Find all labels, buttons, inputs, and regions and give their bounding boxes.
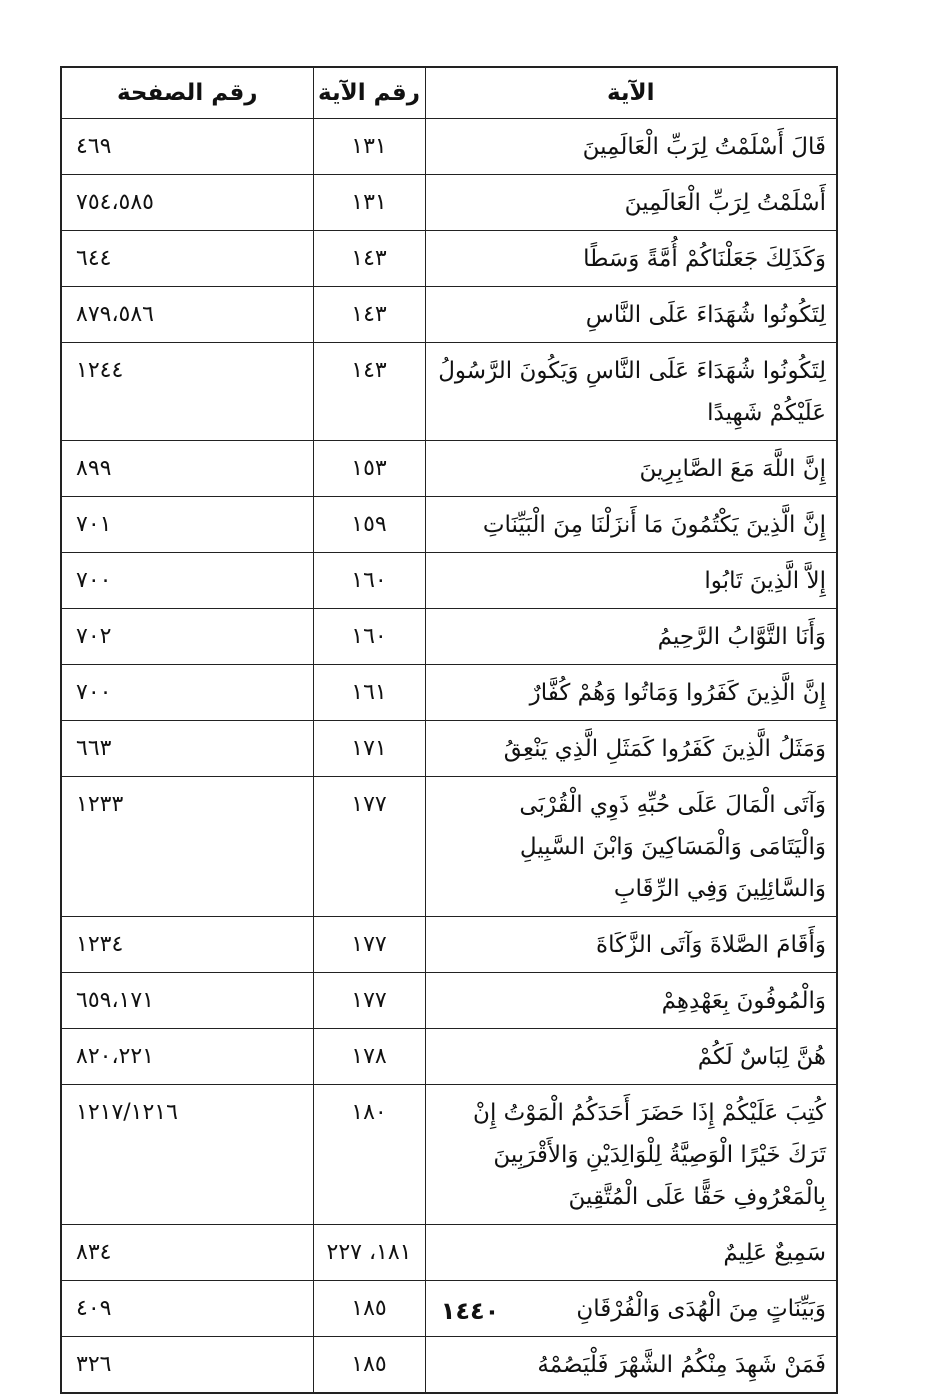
page-number-cell: ٧٠٠ [61, 665, 313, 721]
table-row [61, 119, 837, 175]
aya-number-cell: ١٦١ [313, 665, 425, 721]
aya-cell: فَمَنْ شَهِدَ مِنْكُمُ الشَّهْرَ فَلْيَصُمْهُ [425, 1337, 837, 1394]
table-row [61, 343, 837, 441]
table-row [61, 973, 837, 1029]
aya-cell: وَأَنَا التَّوَّابُ الرَّحِيمُ [425, 609, 837, 665]
page-number-cell: ٨٩٩ [61, 441, 313, 497]
table-row [61, 441, 837, 497]
page-number-cell: ٤٠٩ [61, 1281, 313, 1337]
aya-cell: وَأَقَامَ الصَّلاةَ وَآتَى الزَّكَاةَ [425, 917, 837, 973]
header-page-number: رقم الصفحة [61, 67, 313, 119]
aya-number-cell: ١٦٠ [313, 609, 425, 665]
table-row [61, 609, 837, 665]
page-number-cell: ٧٥٤،٥٨٥ [61, 175, 313, 231]
page-number-cell: ٧٠١ [61, 497, 313, 553]
table-row [61, 231, 837, 287]
aya-number-cell: ١٧٧ [313, 777, 425, 917]
aya-number-cell: ١٨٠ [313, 1085, 425, 1225]
page-number-cell: ٤٦٩ [61, 119, 313, 175]
aya-number-cell: ١٨١، ٢٢٧ [313, 1225, 425, 1281]
aya-number-cell: ١٨٥ [313, 1337, 425, 1394]
page-number-cell: ٨٣٤ [61, 1225, 313, 1281]
aya-number-cell: ١٤٣ [313, 343, 425, 441]
aya-number-cell: ١٦٠ [313, 553, 425, 609]
aya-cell: وَالْمُوفُونَ بِعَهْدِهِمْ [425, 973, 837, 1029]
header-aya: الآية [425, 67, 837, 119]
aya-cell: قَالَ أَسْلَمْتُ لِرَبِّ الْعَالَمِينَ [425, 119, 837, 175]
aya-number-cell: ١٥٣ [313, 441, 425, 497]
aya-cell: إِنَّ اللَّهَ مَعَ الصَّابِرِينَ [425, 441, 837, 497]
aya-cell: كُتِبَ عَلَيْكُمْ إِذَا حَضَرَ أَحَدَكُمُ الْمَوْتُ إِنْ تَرَكَ خَيْرًا الْوَصِيَّةُ لِلْوَالِدَيْنِ وَالأَقْرَبِينَ بِالْمَعْرُوفِ حَقًّا عَلَى الْمُتَّقِينَ [425, 1085, 837, 1225]
aya-cell: سَمِيعٌ عَلِيمٌ [425, 1225, 837, 1281]
page-number-cell: ١٢٤٤ [61, 343, 313, 441]
aya-cell: هُنَّ لِبَاسٌ لَكُمْ [425, 1029, 837, 1085]
aya-number-cell: ١٨٥ [313, 1281, 425, 1337]
aya-number-cell: ١٧٧ [313, 973, 425, 1029]
page-number: ١٤٤٠ [440, 1297, 500, 1325]
aya-number-cell: ١٧٧ [313, 917, 425, 973]
aya-cell: وَبَيِّنَاتٍ مِنَ الْهُدَى وَالْفُرْقَانِ [425, 1281, 837, 1337]
table-row [61, 777, 837, 917]
page-number-cell: ١٢١٧/١٢١٦ [61, 1085, 313, 1225]
table-row [61, 175, 837, 231]
aya-number-cell: ١٤٣ [313, 287, 425, 343]
aya-number-cell: ١٣١ [313, 175, 425, 231]
header-aya-number: رقم الآية [313, 67, 425, 119]
table-row [61, 287, 837, 343]
page-number-cell: ٧٠٠ [61, 553, 313, 609]
aya-number-cell: ١٧١ [313, 721, 425, 777]
page-number-cell: ٨٧٩،٥٨٦ [61, 287, 313, 343]
aya-number-cell: ١٥٩ [313, 497, 425, 553]
table-row [61, 497, 837, 553]
table-row [61, 721, 837, 777]
page-number-cell: ١٢٣٣ [61, 777, 313, 917]
aya-cell: أَسْلَمْتُ لِرَبِّ الْعَالَمِينَ [425, 175, 837, 231]
table-body [61, 119, 837, 1394]
table-row [61, 1225, 837, 1281]
table-header-row [61, 67, 837, 119]
table-row [61, 917, 837, 973]
aya-number-cell: ١٤٣ [313, 231, 425, 287]
aya-cell: إِلاَّ الَّذِينَ تَابُوا [425, 553, 837, 609]
page-number-cell: ٣٢٦ [61, 1337, 313, 1394]
aya-cell: إِنَّ الَّذِينَ كَفَرُوا وَمَاتُوا وَهُمْ كُفَّارٌ [425, 665, 837, 721]
aya-cell: وَآتَى الْمَالَ عَلَى حُبِّهِ ذَوِي الْقُرْبَى وَالْيَتَامَى وَالْمَسَاكِينَ وَابْنَ السَّبِيلِ وَالسَّائِلِينَ وَفِي الرِّقَابِ [425, 777, 837, 917]
page-number-cell: ٨٢٠،٢٢١ [61, 1029, 313, 1085]
table-row [61, 1029, 837, 1085]
table-row [61, 665, 837, 721]
aya-cell: وَمَثَلُ الَّذِينَ كَفَرُوا كَمَثَلِ الَّذِي يَنْعِقُ [425, 721, 837, 777]
verse-index-table [60, 66, 838, 1394]
page-number-cell: ٦٥٩،١٧١ [61, 973, 313, 1029]
aya-cell: لِتَكُونُوا شُهَدَاءَ عَلَى النَّاسِ [425, 287, 837, 343]
page-number-cell: ٦٦٣ [61, 721, 313, 777]
page-number-cell: ١٢٣٤ [61, 917, 313, 973]
aya-number-cell: ١٧٨ [313, 1029, 425, 1085]
aya-number-cell: ١٣١ [313, 119, 425, 175]
aya-cell: وَكَذَلِكَ جَعَلْنَاكُمْ أُمَّةً وَسَطًا [425, 231, 837, 287]
table-row [61, 553, 837, 609]
aya-cell: إِنَّ الَّذِينَ يَكْتُمُونَ مَا أَنزَلْنَا مِنَ الْبَيِّنَاتِ [425, 497, 837, 553]
page-number-cell: ٧٠٢ [61, 609, 313, 665]
table-row [61, 1337, 837, 1394]
aya-cell: لِتَكُونُوا شُهَدَاءَ عَلَى النَّاسِ وَيَكُونَ الرَّسُولُ عَلَيْكُمْ شَهِيدًا [425, 343, 837, 441]
page-number-cell: ٦٤٤ [61, 231, 313, 287]
table-row [61, 1085, 837, 1225]
